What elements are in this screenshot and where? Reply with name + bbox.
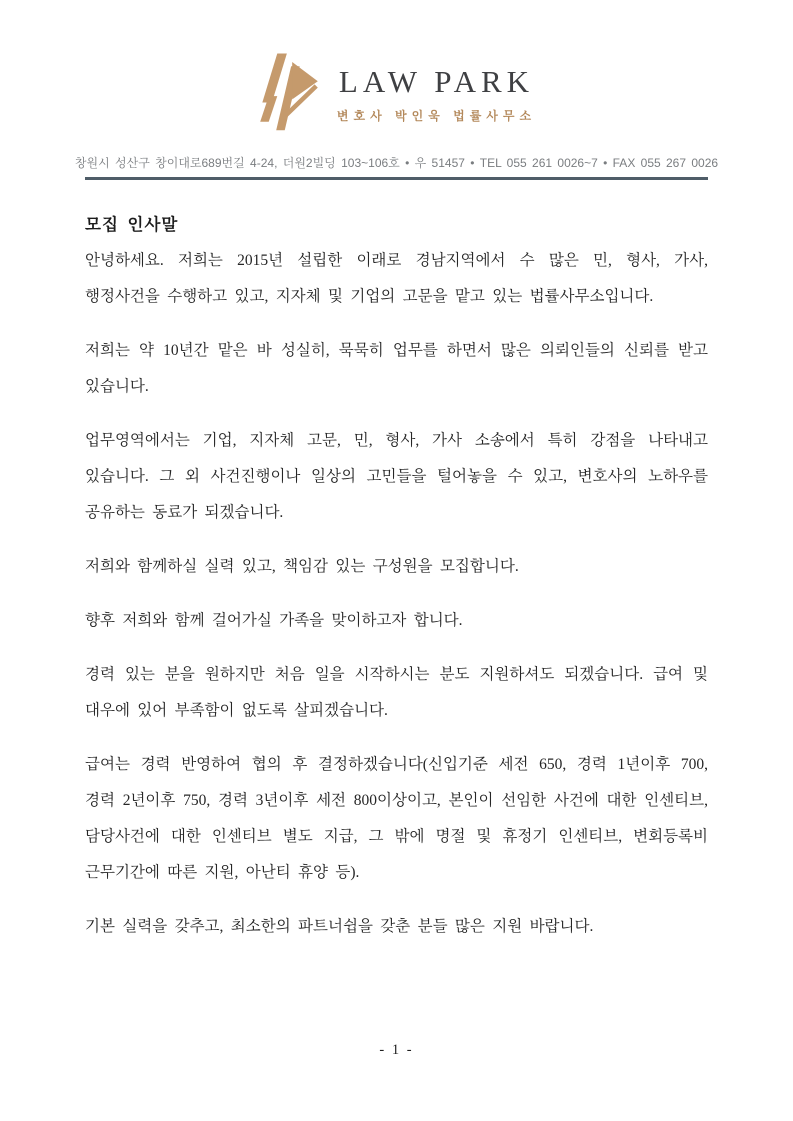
paragraph-greeting: 안녕하세요. 저희는 2015년 설립한 이래로 경남지역에서 수 많은 민, 형사, 가사, 행정사건을 수행하고 있고, 지자체 및 기업의 고문을 맡고 있는 법률사무소입니다.	[85, 252, 708, 305]
header-rule	[85, 177, 708, 180]
letterhead	[0, 0, 793, 180]
paragraph-family: 향후 저희와 함께 걸어가실 가족을 맞이하고자 합니다.	[85, 612, 463, 629]
document-body	[85, 207, 708, 945]
paragraph-experience: 경력 있는 분을 원하지만 처음 일을 시작하시는 분도 지원하셔도 되겠습니다. 급여 및 대우에 있어 부족함이 없도록 살피겠습니다.	[85, 666, 708, 719]
page-number: - 1 -	[379, 1042, 414, 1058]
document-title: 모집 인사말	[85, 215, 179, 234]
paragraph-practice-areas: 업무영역에서는 기업, 지자체 고문, 민, 형사, 가사 소송에서 특히 강점을 나타내고 있습니다. 그 외 사건진행이나 일상의 고민들을 털어놓을 수 있고, 변호사의 노하우를 공유하는 동료가 되겠습니다.	[85, 432, 708, 521]
paragraph-recruiting: 저희와 함께하실 실력 있고, 책임감 있는 구성원을 모집합니다.	[85, 558, 519, 575]
lp-monogram-icon	[257, 50, 321, 138]
paragraph-salary: 급여는 경력 반영하여 협의 후 결정하겠습니다(신입기준 세전 650, 경력 1년이후 700, 경력 2년이후 750, 경력 3년이후 세전 800이상이고, 본인이 선임한 사건에 대한 인센티브, 담당사건에 대한 인센티브 별도 지급, 그 밖에 명절 및 휴정기 인센티브, 변회등록비 근무기간에 따른 지원, 아난티 휴양 등).	[85, 756, 708, 881]
paragraph-trust: 저희는 약 10년간 맡은 바 성실히, 묵묵히 업무를 하면서 많은 의뢰인들의 신뢰를 받고 있습니다.	[85, 342, 708, 395]
page-footer	[0, 1042, 793, 1059]
brand-name: LAW PARK	[338, 64, 535, 99]
brand-subtitle: 변호사 박인욱 법률사무소	[336, 109, 537, 123]
address-line: 창원시 성산구 창이대로689번길 4-24, 더원2빌딩 103~106호 • 우 51457 • TEL 055 261 0026~7 • FAX 055 267 0026	[74, 156, 719, 170]
paragraph-closing: 기본 실력을 갖추고, 최소한의 파트너쉽을 갖춘 분들 많은 지원 바랍니다.	[85, 918, 594, 935]
brand-lockup	[0, 0, 793, 138]
brand-text	[337, 64, 536, 124]
